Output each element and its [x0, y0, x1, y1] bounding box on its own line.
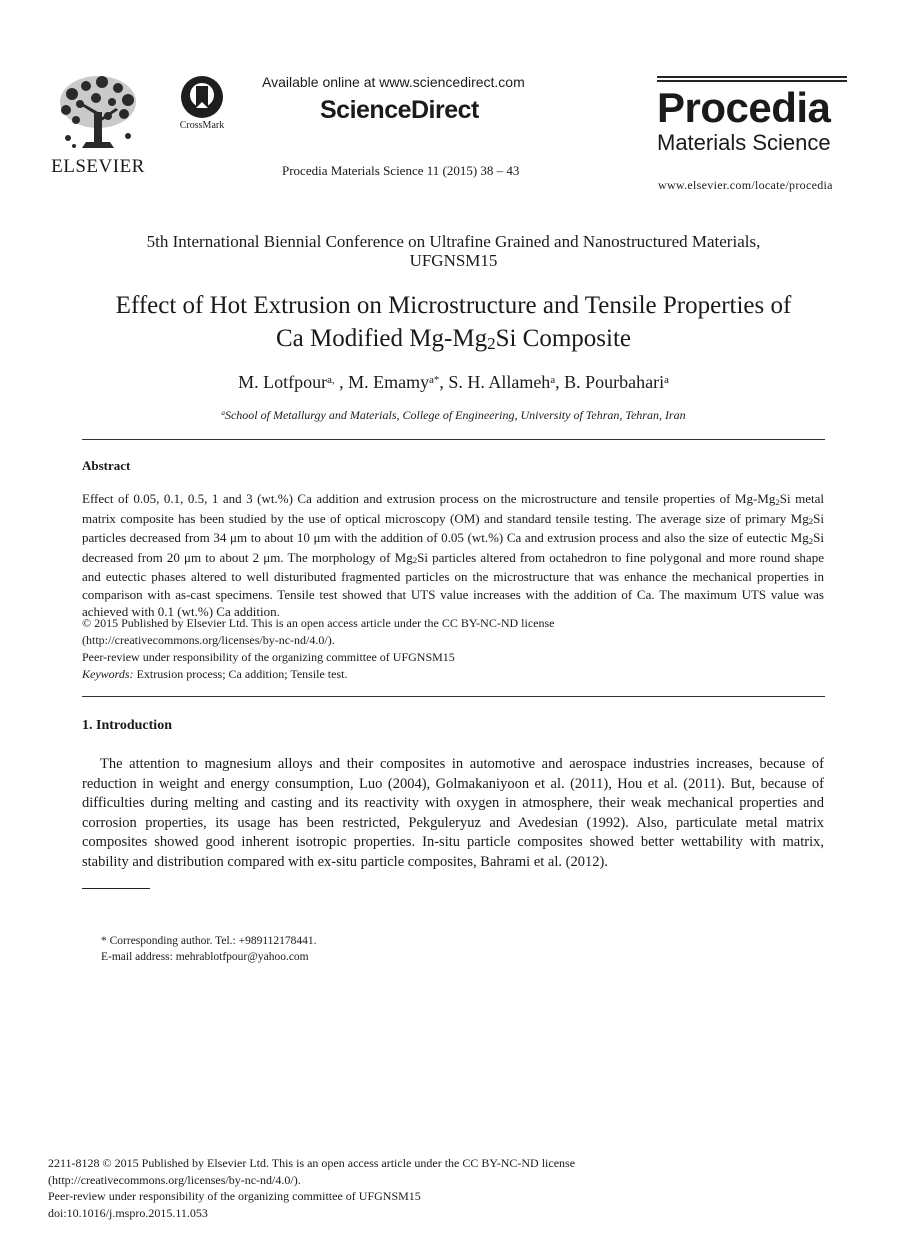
title-line	[60, 322, 847, 357]
crossmark-icon	[172, 74, 232, 122]
brand-rule	[657, 76, 847, 78]
elsevier-tree-icon	[52, 72, 144, 156]
author-separator: ,	[555, 372, 565, 392]
author-mark: a*	[429, 373, 440, 386]
keywords-label: Keywords:	[82, 667, 134, 681]
conference-line: UFGNSM15	[409, 251, 498, 270]
abstract-heading: Abstract	[82, 458, 131, 473]
abstract-segment: Effect of 0.05, 0.1, 0.5, 1 and 3 (wt.%) Ca addition and extrusion process on the microstructure and tensile properties of Mg-Mg	[82, 491, 776, 506]
footnote-rule	[82, 888, 150, 889]
abstract-segment: Si decreased from 20 μm to about 2 μm. The morphology of Mg	[82, 530, 824, 565]
procedia-brand	[657, 76, 847, 155]
abstract-segment: Si particles altered from octahedron to fine polygonal and more round shape and eutectic phases altered to well distuributed fragmented particles on the microstructure that was enhance the mechanical properties in comparison with as-cast specimens. Tensile test showed that UTS value increases with the addition of Ca. The maximum UTS value was achieved with 0.1 (wt.%) Ca addition.	[82, 549, 824, 619]
author-name: S. H. Allameh	[448, 372, 551, 392]
title-subscript: 2	[487, 334, 496, 354]
conference-name	[80, 232, 827, 270]
introduction-paragraph: The attention to magnesium alloys and their composites in automotive and aerospace industries increases, because of reduction in weight and energy consumption, Luo (2004), Golmakaniyoon et al. (2011), Hou et al. (2011). But, because of difficulties during melting and casting and its reactivity with oxygen in atmosphere, their weak mechanical properties and corrosion properties, its usage has been restricted, Pekguleryuz and Avedesian (1992). Also, particulate metal matrix composites showed good inherent isotropic properties. In-situ particle composites showed better wettability with matrix, stability and distribution compared with ex-situ particle composites, Bahrami et al. (2012).	[82, 756, 824, 870]
author-name: M. Emamy	[348, 372, 430, 392]
abstract-segment: Si metal matrix composite has been studied by the use of optical microscopy (OM) and standard tensile testing. The average size of primary Mg	[82, 491, 825, 526]
author-mark: a,	[327, 373, 335, 386]
page-footer	[48, 1155, 748, 1221]
subscript: 2	[775, 496, 780, 507]
conference-line: 5th International Biennial Conference on Ultrafine Grained and Nanostructured Materials,	[146, 232, 761, 251]
section-heading-introduction: 1. Introduction	[82, 718, 172, 733]
affiliation-text: School of Metallurgy and Materials, College of Engineering, University of Tehran, Tehran, Iran	[224, 408, 686, 422]
subscript: 2	[412, 555, 418, 566]
title-text: Si Composite	[495, 325, 632, 352]
affiliation	[80, 408, 827, 423]
keywords-values: Extrusion process; Ca addition; Tensile test.	[133, 667, 348, 681]
paper-title	[60, 289, 847, 357]
elsevier-logo	[48, 72, 148, 176]
corresponding-author-note: * Corresponding author. Tel.: +989112178441.	[101, 935, 317, 947]
footer-doi[interactable]: doi:10.1016/j.mspro.2015.11.053	[48, 1205, 208, 1220]
abstract-text	[82, 490, 824, 621]
author-mark: a	[550, 373, 556, 386]
journal-brand-title: Procedia	[657, 84, 831, 131]
author-separator: ,	[334, 372, 349, 392]
journal-reference: Procedia Materials Science 11 (2015) 38 – 43	[282, 163, 520, 178]
section-divider	[82, 696, 825, 697]
abstract-segment: Si particles decreased from 34 μm to about 10 μm with the addition of 0.05 (wt.%) Ca and extrusion process and also the size of eutectic Mg	[82, 510, 824, 545]
author-list	[80, 372, 827, 393]
available-online-text: Available online at www.sciencedirect.com	[262, 74, 525, 90]
footer-line: 2211-8128 © 2015 Published by Elsevier Ltd. This is an open access article under the CC BY-NC-ND license	[48, 1156, 576, 1170]
license-block	[82, 615, 824, 683]
author-separator: ,	[439, 372, 449, 392]
title-line: Effect of Hot Extrusion on Microstructure and Tensile Properties of	[115, 292, 792, 319]
journal-url-link[interactable]: www.elsevier.com/locate/procedia	[658, 178, 833, 192]
section-divider	[82, 439, 825, 440]
subscript: 2	[808, 516, 814, 527]
author-name: B. Pourbahari	[564, 372, 665, 392]
publisher-logo-text: ELSEVIER	[51, 156, 145, 177]
affiliation-mark: a	[221, 409, 225, 418]
footer-license-link[interactable]: (http://creativecommons.org/licenses/by-nc-nd/4.0/).	[48, 1172, 301, 1187]
title-text: Ca Modified Mg-Mg	[275, 325, 488, 352]
email-note: E-mail address: mehrablotfpour@yahoo.com	[101, 951, 309, 963]
footnote	[101, 933, 317, 965]
author-mark: a	[664, 373, 669, 386]
journal-brand-subtitle: Materials Science	[657, 130, 831, 155]
crossmark-label: CrossMark	[179, 120, 225, 131]
brand-rule	[657, 80, 847, 82]
sciencedirect-logo: ScienceDirect	[320, 96, 479, 124]
author-name: M. Lotfpour	[238, 372, 328, 392]
footer-line: Peer-review under responsibility of the organizing committee of UFGNSM15	[48, 1189, 421, 1203]
crossmark-badge[interactable]	[172, 74, 232, 134]
peer-review-text: Peer-review under responsibility of the organizing committee of UFGNSM15	[82, 650, 455, 664]
subscript: 2	[808, 535, 814, 546]
license-text: © 2015 Published by Elsevier Ltd. This is an open access article under the CC BY-NC-ND license	[82, 616, 555, 630]
license-link[interactable]: (http://creativecommons.org/licenses/by-nc-nd/4.0/).	[82, 633, 335, 647]
keywords-line	[82, 666, 824, 683]
